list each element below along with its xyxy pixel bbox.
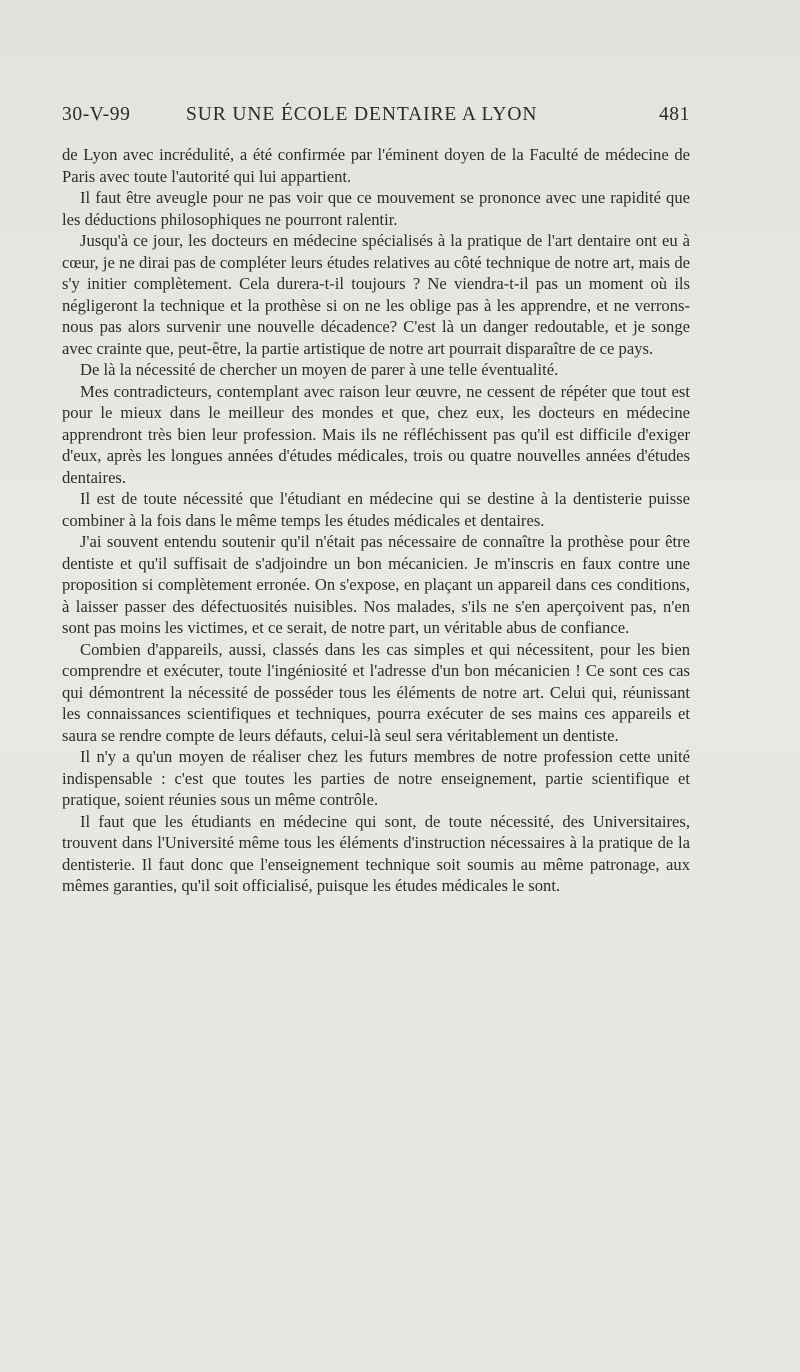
body-text <box>62 144 690 897</box>
paragraph-5: Mes contradicteurs, contemplant avec raison leur œuvre, ne cessent de répéter que tout est pour le mieux dans le meilleur des mondes et que, chez eux, les docteurs en médecine apprendront très bien leur profession. Mais ils ne réfléchissent pas qu'il est difficile d'exiger d'eux, après les longues années d'études médicales, trois ou quatre nouvelles années d'études dentaires. <box>62 381 690 487</box>
paragraph-6: Il est de toute nécessité que l'étudiant en médecine qui se destine à la dentisterie puisse combiner à la fois dans le même temps les études médicales et dentaires. <box>62 489 690 530</box>
paragraph-10: Il faut que les étudiants en médecine qui sont, de toute nécessité, des Universitaires, trouvent dans l'Université même tous les éléments d'instruction nécessaires à la pratique de la dentisterie. Il faut donc que l'enseignement technique soit soumis au même patronage, aux mêmes garanties, qu'il soit officialisé, puisque les études médicales le sont. <box>62 811 690 895</box>
page-number: 481 <box>658 104 690 125</box>
paragraph-4: De là la nécessité de chercher un moyen de parer à une telle éventualité. <box>80 360 559 379</box>
header-date: 30-V-99 <box>62 104 131 125</box>
header-title: SUR UNE ÉCOLE DENTAIRE A LYON <box>186 104 538 125</box>
running-header <box>62 104 690 134</box>
paragraph-3: Jusqu'à ce jour, les docteurs en médecine spécialisés à la pratique de l'art dentaire ont eu à cœur, je ne dirai pas de compléter leurs études relatives au côté technique de notre art, mais de s'y initier complètement. Cela durera-t-il toujours ? Ne viendra-t-il pas un moment où ils négligeront la technique et la prothèse si on ne les oblige pas à les apprendre, et ne verrons-nous pas alors survenir une nouvelle décadence? C'est là un danger redoutable, et je songe avec crainte que, peut-être, la partie artistique de notre art pourrait disparaître de ce pays. <box>62 231 690 358</box>
paragraph-7: J'ai souvent entendu soutenir qu'il n'était pas nécessaire de connaître la prothèse pour être dentiste et qu'il suffisait de s'adjoindre un bon mécanicien. Je m'inscris en faux contre une proposition si complètement erronée. On s'expose, en plaçant un appareil dans ces conditions, à laisser passer des défectuosités nuisibles. Nos malades, s'ils ne s'en aperçoivent pas, n'en sont pas moins les victimes, et ce serait, de notre part, un véritable abus de confiance. <box>62 532 690 637</box>
paragraph-1: de Lyon avec incrédulité, a été confirmée par l'éminent doyen de la Faculté de médecine de Paris avec toute l'autorité qui lui appartient. <box>62 145 690 186</box>
paragraph-8: Combien d'appareils, aussi, classés dans les cas simples et qui nécessitent, pour les bien comprendre et exécuter, toute l'ingéniosité et l'adresse d'un bon mécanicien ! Ce sont ces cas qui démontrent la nécessité de posséder tous les éléments de notre art. Celui qui, réunissant les connaissances scientifiques et techniques, pourra exécuter de ses mains ces appareils et saura se rendre compte de leurs défauts, celui-là seul sera véritablement un dentiste. <box>62 639 690 745</box>
paragraph-9: Il n'y a qu'un moyen de réaliser chez les futurs membres de notre profession cette unité indispensable : c'est que toutes les parties de notre enseignement, partie scientifique et pratique, soient réunies sous un même contrôle. <box>62 747 690 809</box>
paragraph-2: Il faut être aveugle pour ne pas voir que ce mouvement se prononce avec une rapidité que les déductions philosophiques ne pourront ralentir. <box>62 188 690 229</box>
